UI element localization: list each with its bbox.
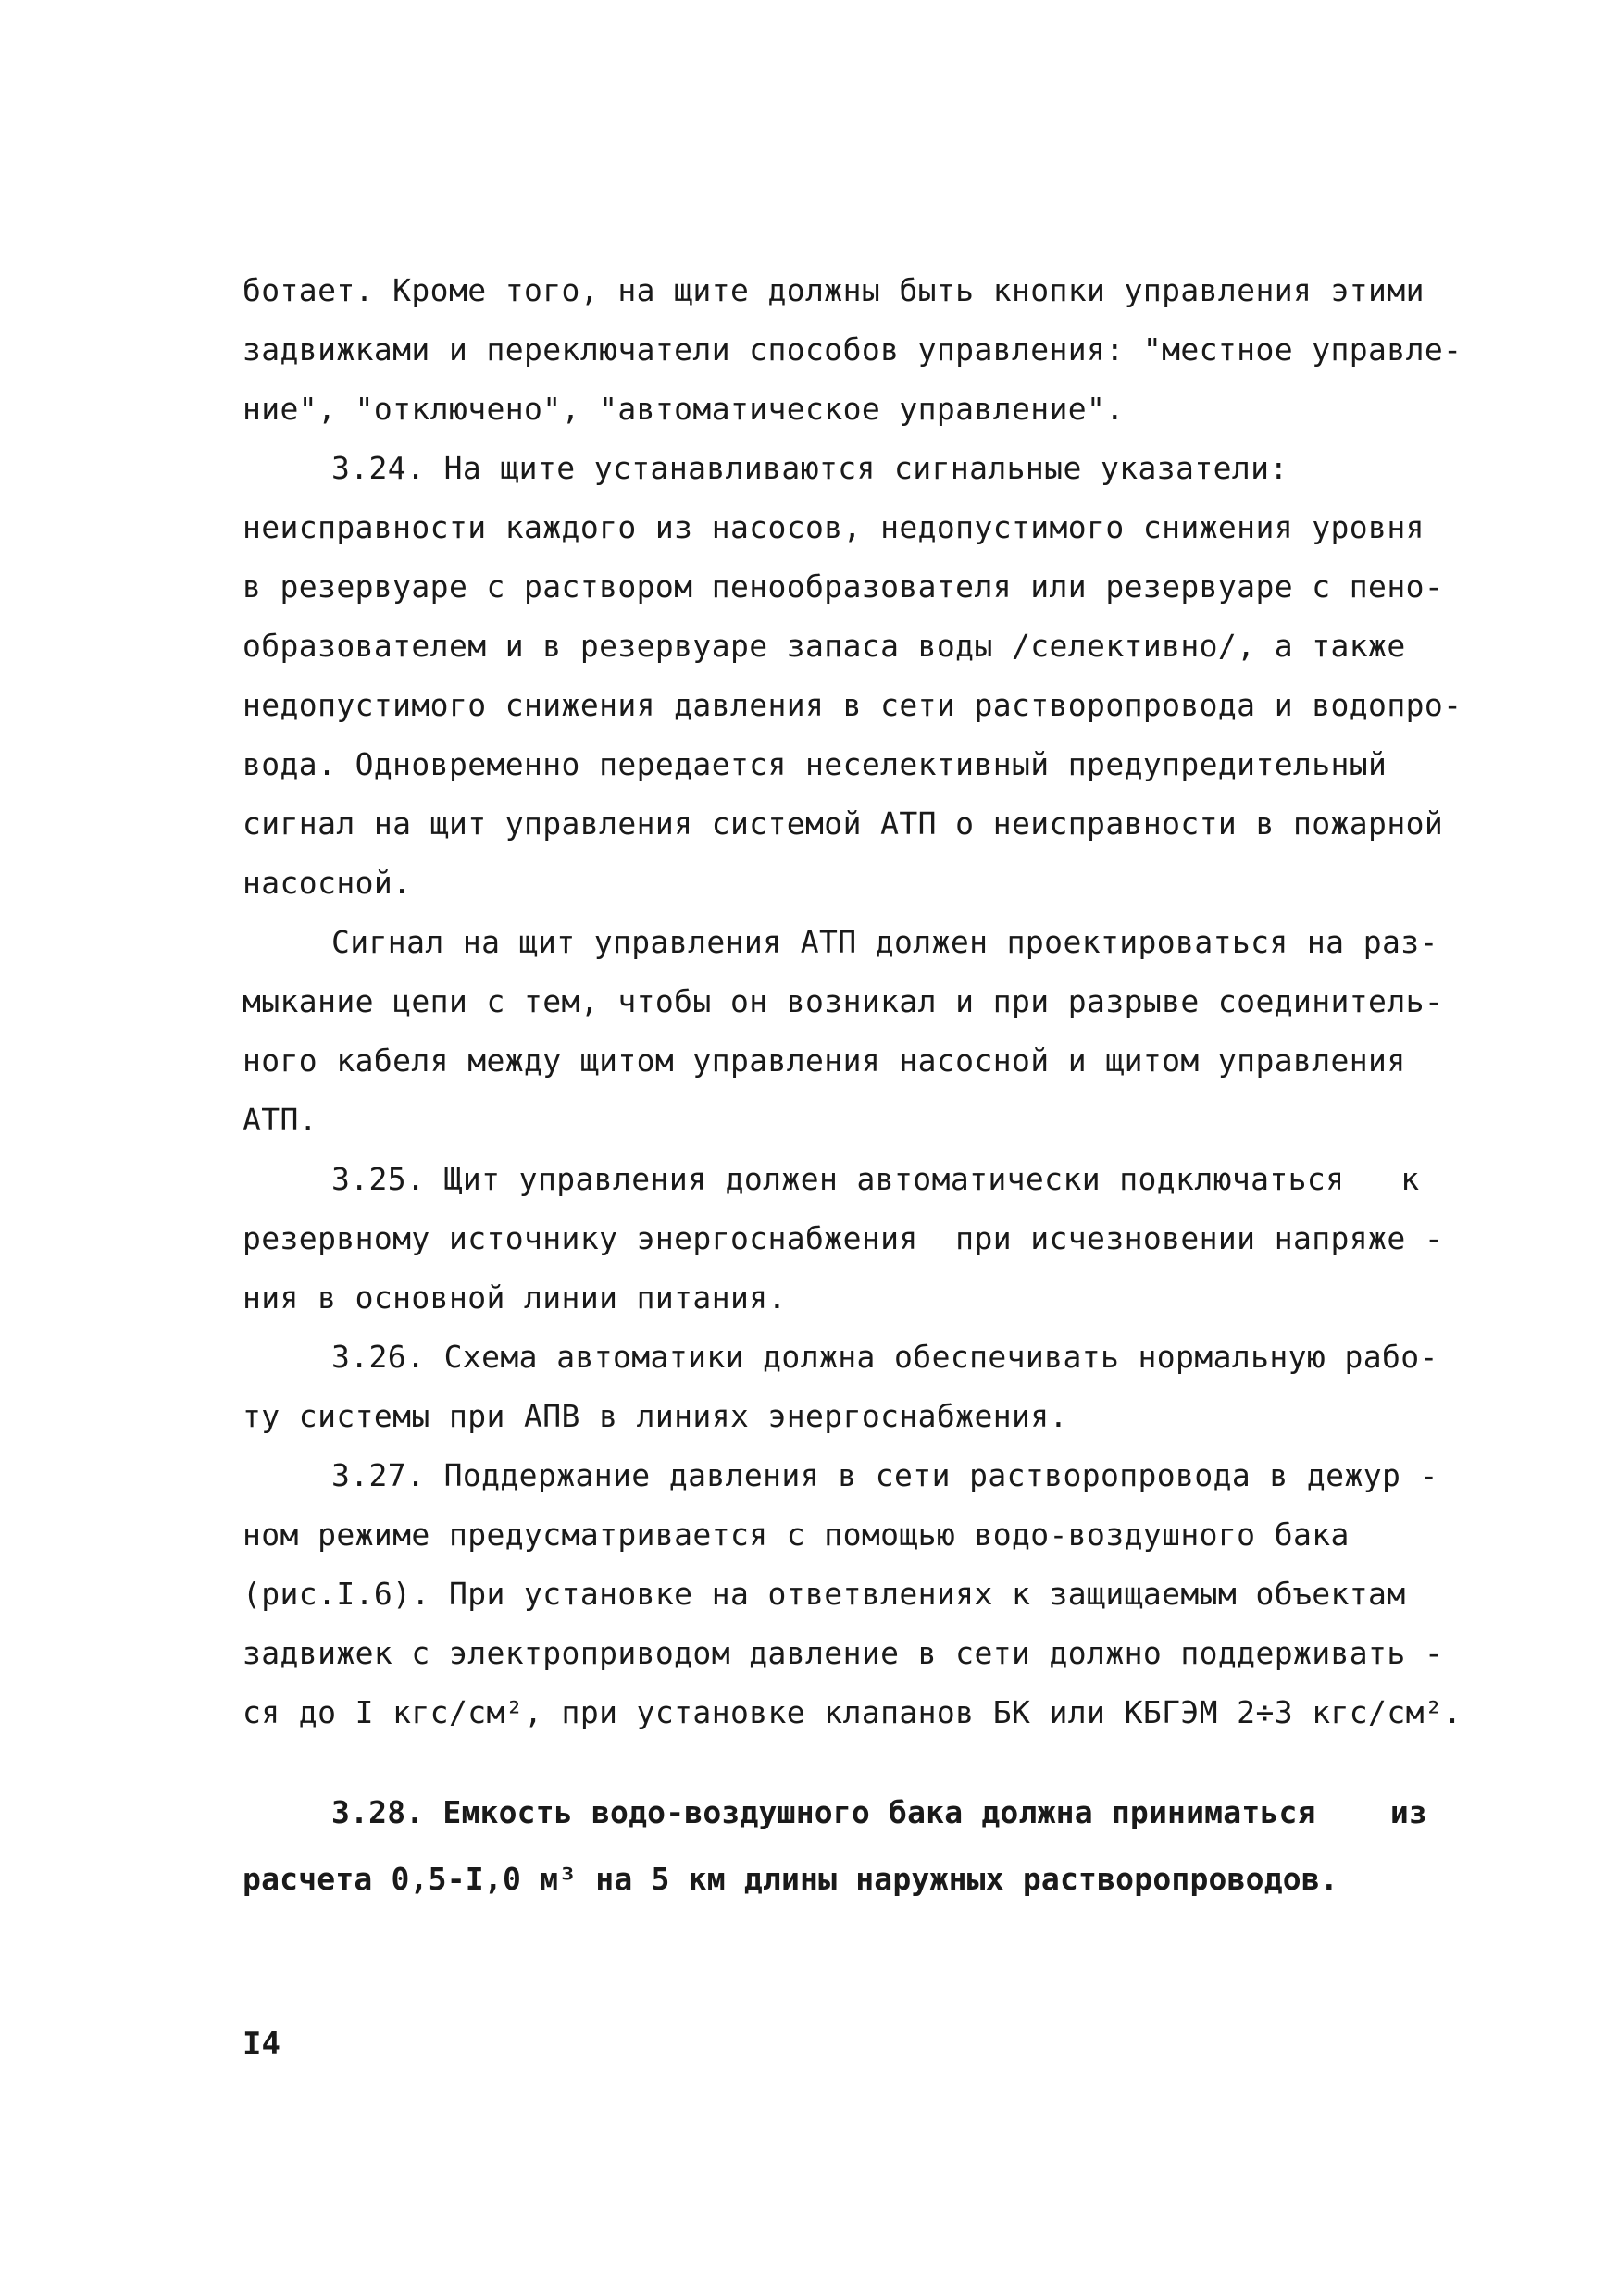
paragraph-3-24 [243, 439, 1462, 913]
text-line: ного кабеля между щитом управления насосной и щитом управления [243, 1042, 1406, 1079]
text-line: сигнал на щит управления системой АТП о неисправности в пожарной [243, 805, 1444, 842]
text-line: резервному источнику энергоснабжения при исчезновении напряже - [243, 1220, 1444, 1256]
text-line: мыкание цепи с тем, чтобы он возникал и при разрыве соединитель- [243, 983, 1444, 1019]
body-text [243, 261, 1462, 1742]
text-line: задвижками и переключатели способов управления: "местное управле- [243, 331, 1462, 368]
text-line: 3.26. Схема автоматики должна обеспечивать нормальную рабо- [331, 1339, 1438, 1375]
text-line: 3.25. Щит управления должен автоматически подключаться к [331, 1161, 1420, 1197]
text-line: расчета 0,5-I,0 м³ на 5 км длины наружных растворопроводов. [243, 1861, 1338, 1897]
paragraph-3-28 [243, 1779, 1427, 1913]
text-line: недопустимого снижения давления в сети растворопровода и водопро- [243, 687, 1462, 723]
paragraph-3-27 [243, 1446, 1462, 1742]
text-line: неисправности каждого из насосов, недопустимого снижения уровня [243, 509, 1425, 545]
text-line: образователем и в резервуаре запаса воды /селективно/, а также [243, 628, 1406, 664]
text-line: насосной. [243, 865, 412, 901]
paragraph-continuation [243, 261, 1462, 439]
text-line: (рис.I.6). При установке на ответвлениях к защищаемым объектам [243, 1576, 1406, 1612]
page-number: I4 [243, 2026, 280, 2063]
text-line: 3.24. На щите устанавливаются сигнальные указатели: [331, 450, 1288, 486]
text-line: Сигнал на щит управления АТП должен проектироваться на раз- [331, 924, 1438, 960]
text-line: ния в основной линии питания. [243, 1279, 787, 1316]
text-line: ние", "отключено", "автоматическое управление". [243, 391, 1125, 427]
text-line: ту системы при АПВ в линиях энергоснабжения. [243, 1398, 1068, 1434]
text-line: ся до I кгс/см², при установке клапанов БК или КБГЭМ 2÷3 кгс/см². [243, 1694, 1462, 1730]
paragraph-3-25 [243, 1150, 1444, 1328]
paragraph-3-26 [243, 1328, 1438, 1446]
text-line: ботает. Кроме того, на щите должны быть кнопки управления этими [243, 272, 1425, 308]
text-line: вода. Одновременно передается неселективный предупредительный [243, 746, 1388, 782]
text-line: АТП. [243, 1102, 318, 1138]
text-line: ном режиме предусматривается с помощью водо-воздушного бака [243, 1516, 1350, 1553]
paragraph-signal [243, 913, 1444, 1150]
text-line: 3.27. Поддержание давления в сети растворопровода в дежур - [331, 1457, 1438, 1493]
text-line: 3.28. Емкость водо-воздушного бака должна приниматься из [331, 1794, 1427, 1830]
text-line: задвижек с электроприводом давление в сети должно поддерживать - [243, 1635, 1444, 1671]
text-line: в резервуаре с раствором пенообразователя или резервуаре с пено- [243, 568, 1444, 605]
